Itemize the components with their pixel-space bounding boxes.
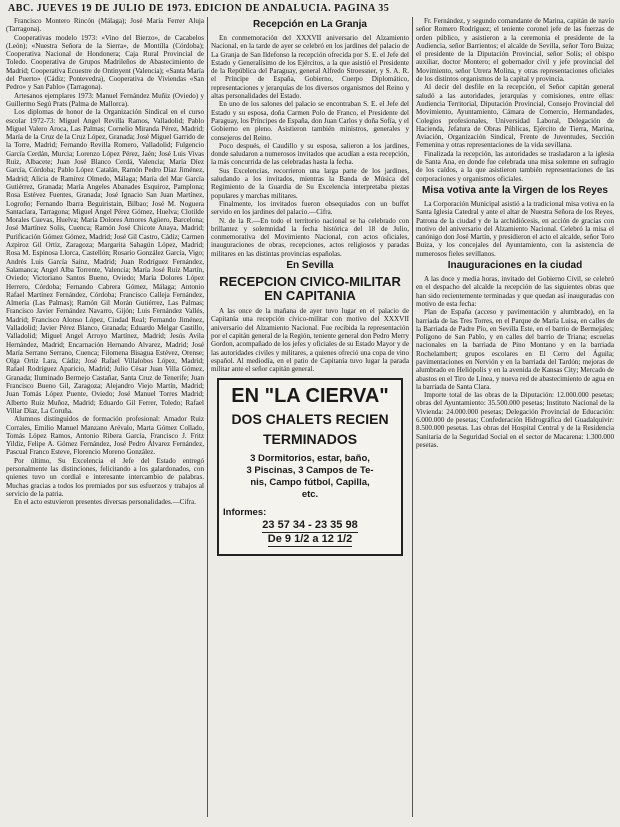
paragraph: En el acto estuvieron presentes diversas personalidades.—Cifra. (14, 498, 197, 507)
ad-subtitle: DOS CHALETS RECIEN (231, 411, 389, 428)
paragraph: Francisco Montero Rincón (Málaga); José María Ferrer Aluja (Tarragona). (6, 17, 204, 34)
paragraph: Al decir del desfile en la recepción, el Señor capitán general saludó a las autoridades, jerarquías y comisiones, entre ellas: Audiencia Territorial, Diputación Provincial, Consejo Provincial del Movimiento, Ayuntamiento, Cámara de Comercio, Hermandades, Colegios profesionales, Universidad Laboral, Delegación de Hacienda, Jefatura de Obras Públicas, Ejército de Tierra, Marina, Aviación, Organización Sindical, Frente de Juventudes, Sección Femenina y otras representaciones de la vida sevillana. (416, 83, 614, 150)
ad-feature-line: 3 Piscinas, 3 Campos de Te- (246, 465, 374, 477)
paragraph: A las doce y media horas, invitado del Gobierno Civil, se celebró en el despacho del alcalde la recepción de las siguientes obras que han sido recientemente terminadas y que quedan así inauguradas con motivo de esta fecha: (416, 275, 614, 308)
real-estate-advertisement (217, 378, 403, 556)
paragraph: Finalmente, los invitados fueron obsequiados con un buffet servido en los jardines del palacio.—Cifra. (211, 199, 409, 217)
section-heading: En Sevilla (286, 260, 334, 272)
paragraph: Los diplomas de honor de la Organización Sindical en el curso escolar 1972-73: Miguel Angel Revilla Ramos, Valladolid; Pablo Miguel Valero Aroca, Las Palmas; Cornelio Miranda Pérez, Madrid; María de la Cruz de la Cruz López, Granada; José Miguel Garrido de la Torre, Madrid; Fernando Revilla Romero, Valladolid; Fulgencio García Cerdán, Murcia; Lorenzo López Pérez, Jaén; José Luis Vivas Ruiz, Albacete; Juan José Blanco Cerdá, Valencia; María Díez García, Córdoba; Pablo López Catalán, Ramón Pedro Díaz Jiménez, Madrid; Alicia de Ramírez Olmedo, Málaga; María del Mar García Gutiérrez, Granada; María Angeles Abanades Esquiroz, Pamplona; Rosa Estévez Fuentes, Granada; José Ignacio San Juan Martínez, Logroño; Fernando Ibarra Beguiristain, Bilbao; José M. Noguera Santaclara, Tarragona; Miguel Angel Pérez Gómez, Huelva; Clotilde Morales Cuevas, Huelva; María Dolores Amores Agüero, Barcelona; José Martínez Solis, Cuenca; Ramón José Chicote Anaya, Madrid; Purificación Gómez Gómez, Madrid; José Gil Castro, Cádiz; Carmen Azpiroz Gil Ortiz, Zaragoza; Margarita Sahagún López, Madrid; Rosa M. Espinosa Llorca, Castellón; Rosario González García, Vigo; Andrés Luis García Sainz, Madrid; Juan Rodríguez Fernández, Salamanca; Angel Alba Torrente, Valencia; María José Ruiz Martín, Oviedo; Victoriano Santos Bueno, Oviedo; María Dolores López Herrero, Córdoba; Fernando Cabrera Gómez, Málaga; Antonio Rafael Martínez Fernández, Córdoba; Francisco Calleja Fernández, Almería (Las Palmas); Ramón Gil Morán Gutiérrez, Las Palmas; Francisco Javier Fernández Navarro, Gijón; Luis Fernández Vallés, Madrid; Francisco Alonso López, Ciudad Real; Fernando Jiménez, Valladolid; Javier Pérez Blanco, Granada; Eduardo Melgar Castillo, Valladolid; Miguel Angel Arroyo Martínez, Madrid; Jesús Avila Hernández, Madrid; Encarnación Hernando Alvarez, Madrid; José María Serrano Serrano, Cuenca; Filomena Bisagua Estévez, Orense; Olga Ortiz Lara, Cádiz; José Rafael Villalobos López, Madrid; Rafael Rodríguez Aparicio, Madrid; Julio César Juan Villa Gómez, Granada; Iluminado Bermejo Castañar, Santa Cruz de Tenerife; Juan Francisco Bueno Gil, Zaragoza; Alejandro Viejo Martín, Madrid; Juan Tomás López Puente, Oviedo; José Manuel Torres Madrid; Alberto Ruiz Muñoz, Madrid; Eduardo Gil Ferrer, Toledo; Rafael Villar Díaz, La Coruña. (6, 108, 204, 415)
paragraph: Finalizada la recepción, las autoridades se trasladaron a la iglesia de Santa Ana, en donde fue celebrada una misa solemne en sufragio de los caídos, a la que asistieron también representaciones de las corporaciones y organismos oficiales. (416, 149, 614, 183)
paragraph: Importe total de las obras de la Diputación: 12.000.000 pesetas; obras del Ayuntamiento: 35.500.000 pesetas; Instituto Nacional de la Vivienda: 24.000.000 pesetas; Delegación Provincial de Educación: 6.000.000 de pesetas; Confederación Hidrográfica del Guadalquivir: 8.500.000 pesetas. Las obras del Hospital Central y de la Residencia Sanitaria de la Seguridad Social en el sector de Macarena: 1.300.000 pesetas. (416, 391, 614, 449)
paragraph: Por último, Su Excelencia el Jefe del Estado entregó personalmente las distinciones, felicitando a los galardonados, con quienes tuvo un cordial e interesante intercambio de palabras. Muchas gracias a todos los premiados por sus esfuerzos y trabajos al servicio de la patria. (6, 456, 204, 498)
paragraph: A las once de la mañana de ayer tuvo lugar en el palacio de Capitanía una recepción cívico-militar con motivo del XXXVII aniversario del Alzamiento Nacional. Fue recibida la representación por el capitán general de la Región, teniente general don Pedro Merry Gordon, acompañado de los jefes y oficiales de su Estado Mayor y de las autoridades civiles y militares, a quienes ofreció una copa de vino español. Al mediodía, en el patio de Capitanía tuvo lugar la parada militar ante el señor capitán general. (211, 307, 409, 374)
ad-subtitle: TERMINADOS (262, 431, 358, 448)
headline: RECEPCION CIVICO-MILITAR EN CAPITANIA (219, 274, 401, 304)
paragraph: N. de la R.—En todo el territorio nacional se ha celebrado con brillantez y solemnidad la fecha histórica del 18 de Julio, conmemorativa del Movimiento Nacional, con actos oficiales, inauguraciones de obras, recepciones, actos religiosos y paradas militares en las distintas provincias españolas. (211, 216, 409, 258)
ad-feature-line: etc. (301, 489, 319, 501)
ad-hours: De 9 1/2 a 12 1/2 (267, 533, 353, 546)
paragraph: Poco después, el Caudillo y su esposa, salieron a los jardines, donde saludaron a numerosos invitados que acudían a esta recepción, la más concurrida de las celebradas hasta la fecha. (211, 141, 409, 167)
section-heading: Inauguraciones en la ciudad (447, 260, 583, 272)
ad-feature-line: nis, Campo fútbol, Capilla, (250, 477, 370, 489)
column-1 (6, 17, 204, 822)
paragraph: Alumnos distinguidos de formación profesional: Amador Ruiz Corrales, Emilio Manuel Manzano Arévalo, Marta Gómez Collado, Tomás López Ramos, Antonio Ribera García, Francisco J. Fritz Yildiz, Felipe A. Gómez Fernández, José Pedro Álvarez Fernández, Pascual Franco Esteve, Florencio Moreno González. (6, 415, 204, 457)
section-heading: Misa votiva ante la Virgen de los Reyes (421, 184, 608, 196)
column-rule (412, 17, 413, 817)
paragraph: En conmemoración del XXXVII aniversario del Alzamiento Nacional, en la tarde de ayer se celebró en los jardines del palacio de La Granja de San Ildefonso la recepción ofrecida por S. E. el Jefe del Estado y Generalísimo de los Ejércitos, a la que asistió el Presidente de la República del Paraguay, general Alfredo Stroessner, y S. A. R. el Príncipe de España, Gobierno, Cuerpo Diplomático, representaciones y jerarquías de los diversos organismos del Reino y altas personalidades del Estado. (211, 34, 409, 101)
paragraph: Plan de España (acceso y pavimentación y alumbrado), en la barriada de las Tres Torres, en el Parque de María Luisa, en calles de la Barriada de Padre Pío, en Sevilla Este, en el barrio de Bermejales; Polígono de San Pablo, y en calles del barrio de Triana; escuelas nacionales en la barriada de Pino Montano y en la barriada Rochelambert; grupos escolares en El Cerro del Águila; pavimentaciones en Nervión y en la barriada del Tardón; mejoras de alumbrado en Heliópolis y en la avenida de Kansas City; Mercado de abastos en el Tiro de Línea, y nueva red de abastecimiento de agua en la barriada de Santa Clara. (416, 308, 614, 391)
paragraph: Artesanos ejemplares 1973: Manuel Fernández Muñiz (Oviedo) y Guillermo Segú Prats (Palma de Mallorca). (6, 91, 204, 108)
column-3 (416, 17, 614, 822)
paragraph: Cooperativas modelo 1973: «Vino del Bierzo», de Cacabelos (León); «Nuestra Señora de la Sierra», de Montilla (Córdoba); Cooperativa Nacional de Hondonera; Caja Rural Provincial de Toledo. Cooperativa de Grupos Madrileños de Abastecimiento de Madrid; Cooperativa Ecuestre de Ontinyent (Valencia); «Santa María del Puerto» (Cádiz; Pontevedra), Cooperativa de Viviendas «San Pedro» y San Pablo» (Tarragona). (6, 33, 204, 92)
ad-features (223, 453, 397, 501)
ad-title: EN "LA CIERVA" (231, 385, 389, 408)
paragraph: Fr. Fernández, y segundo comandante de Marina, capitán de navío señor Romero Rodríguez; el teniente coronel jefe de las fuerzas de orden público, y asistieron a la ceremonia el presidente de la Audiencia, señor Barrientos; el alcalde de Sevilla, señor Toro Buiza; el presidente de la Diputación Provincial, señor Solís; el obispo auxiliar, doctor Montero; el gobernador civil y jefe provincial del Movimiento, señor Utrera Molina, y otras representaciones oficiales de los distintos organismos de la capital y provincia. (416, 17, 614, 84)
masthead: ABC. JUEVES 19 DE JULIO DE 1973. EDICION DE ANDALUCIA. PAGINA 35 (8, 3, 390, 14)
paragraph: En uno de los salones del palacio se encontraban S. E. el Jefe del Estado y su esposa, doña Carmen Polo de Franco, el Presidente del Paraguay, los Príncipes de España, don Juan Carlos y doña Sofía, y el Gobierno en pleno. Asistieron también ministros, generales y consejeros del Reino. (211, 100, 409, 142)
paragraph: La Corporación Municipal asistió a la tradicional misa votiva en la Santa Iglesia Catedral y ante el altar de Nuestra Señora de los Reyes, Patrona de la ciudad y de la archidiócesis, en acción de gracias con motivo del aniversario del Alzamiento Nacional. Celebró la misa el canónigo don José Martín, y presidieron el acto el alcalde, señor Toro Buiza, y los concejales del Ayuntamiento, con la asistencia de numerosos fieles sevillanos. (416, 199, 614, 258)
paragraph: Sus Excelencias, recorrieron una larga parte de los jardines, saludando a los invitados, mientras la Banda de Música del Regimiento de la Guardia de Su Excelencia interpretaba piezas populares y marchas militares. (211, 166, 409, 200)
ad-contact (223, 519, 397, 533)
ad-feature-line: 3 Dormitorios, estar, baño, (250, 453, 370, 465)
section-heading: Recepción en La Granja (253, 19, 367, 30)
ad-phones: 23 57 34 - 23 35 98 (262, 519, 358, 532)
ad-info-label: Informes: (223, 507, 267, 519)
column-rule (207, 17, 208, 817)
ad-hours-wrap (223, 533, 397, 547)
column-2 (211, 17, 409, 822)
